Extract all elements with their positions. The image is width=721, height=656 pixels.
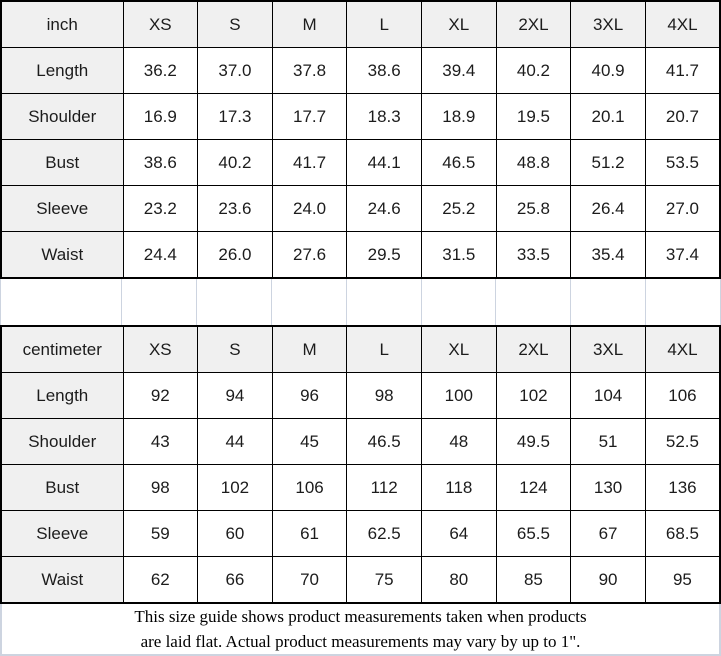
value-cell: 16.9	[123, 94, 198, 140]
value-cell: 38.6	[123, 140, 198, 186]
value-cell: 64	[422, 511, 497, 557]
size-header-cell: S	[198, 1, 273, 48]
measure-label-cell: Bust	[1, 465, 123, 511]
value-cell: 27.6	[272, 232, 347, 279]
value-cell: 17.3	[198, 94, 273, 140]
value-cell: 51.2	[571, 140, 646, 186]
value-cell: 62.5	[347, 511, 422, 557]
value-cell: 24.0	[272, 186, 347, 232]
value-cell: 130	[571, 465, 646, 511]
value-cell: 75	[347, 557, 422, 604]
value-cell: 37.0	[198, 48, 273, 94]
size-header-cell: XL	[422, 1, 497, 48]
footnote	[0, 604, 721, 656]
value-cell: 98	[347, 373, 422, 419]
value-cell: 106	[272, 465, 347, 511]
value-cell: 52.5	[645, 419, 720, 465]
measure-label-cell: Shoulder	[1, 419, 123, 465]
value-cell: 100	[422, 373, 497, 419]
measure-label-cell: Sleeve	[1, 511, 123, 557]
value-cell: 118	[422, 465, 497, 511]
size-header-cell: 2XL	[496, 1, 571, 48]
value-cell: 25.8	[496, 186, 571, 232]
value-cell: 65.5	[496, 511, 571, 557]
spacer-cell	[122, 279, 197, 325]
value-cell: 40.9	[571, 48, 646, 94]
table-row	[1, 373, 720, 419]
value-cell: 46.5	[347, 419, 422, 465]
spacer-cell	[422, 279, 497, 325]
value-cell: 66	[198, 557, 273, 604]
table-row	[1, 48, 720, 94]
table-row	[1, 511, 720, 557]
value-cell: 20.7	[645, 94, 720, 140]
value-cell: 62	[123, 557, 198, 604]
header-row	[1, 1, 720, 48]
measure-label-cell: Waist	[1, 232, 123, 279]
size-header-cell: L	[347, 326, 422, 373]
value-cell: 70	[272, 557, 347, 604]
table-row	[1, 419, 720, 465]
value-cell: 51	[571, 419, 646, 465]
value-cell: 18.9	[422, 94, 497, 140]
size-header-cell: 3XL	[571, 1, 646, 48]
value-cell: 45	[272, 419, 347, 465]
table-row	[1, 94, 720, 140]
value-cell: 61	[272, 511, 347, 557]
value-cell: 19.5	[496, 94, 571, 140]
spacer-cell	[646, 279, 721, 325]
header-row	[1, 326, 720, 373]
value-cell: 104	[571, 373, 646, 419]
measure-label-cell: Length	[1, 48, 123, 94]
value-cell: 95	[645, 557, 720, 604]
size-header-cell: XS	[123, 1, 198, 48]
table-row	[1, 140, 720, 186]
size-header-cell: XS	[123, 326, 198, 373]
size-header-cell: L	[347, 1, 422, 48]
value-cell: 41.7	[645, 48, 720, 94]
value-cell: 37.4	[645, 232, 720, 279]
spacer-cell	[496, 279, 571, 325]
measure-label-cell: Sleeve	[1, 186, 123, 232]
value-cell: 136	[645, 465, 720, 511]
value-cell: 24.6	[347, 186, 422, 232]
value-cell: 23.6	[198, 186, 273, 232]
value-cell: 44	[198, 419, 273, 465]
value-cell: 39.4	[422, 48, 497, 94]
value-cell: 44.1	[347, 140, 422, 186]
spacer-cell	[272, 279, 347, 325]
table-row	[1, 557, 720, 604]
footnote-line-1: This size guide shows product measurements taken when products	[134, 607, 587, 626]
value-cell: 43	[123, 419, 198, 465]
spacer-cell	[197, 279, 272, 325]
value-cell: 27.0	[645, 186, 720, 232]
value-cell: 112	[347, 465, 422, 511]
value-cell: 53.5	[645, 140, 720, 186]
value-cell: 98	[123, 465, 198, 511]
value-cell: 35.4	[571, 232, 646, 279]
measure-label-cell: Shoulder	[1, 94, 123, 140]
spacer-cell	[571, 279, 646, 325]
unit-header-cell: centimeter	[1, 326, 123, 373]
value-cell: 124	[496, 465, 571, 511]
table-row	[1, 465, 720, 511]
value-cell: 18.3	[347, 94, 422, 140]
measure-label-cell: Waist	[1, 557, 123, 604]
footnote-line-2: are laid flat. Actual product measurements may vary by up to 1".	[140, 632, 581, 651]
value-cell: 90	[571, 557, 646, 604]
value-cell: 25.2	[422, 186, 497, 232]
value-cell: 48.8	[496, 140, 571, 186]
value-cell: 20.1	[571, 94, 646, 140]
size-header-cell: 2XL	[496, 326, 571, 373]
value-cell: 29.5	[347, 232, 422, 279]
spacer-row	[0, 279, 721, 325]
value-cell: 80	[422, 557, 497, 604]
value-cell: 106	[645, 373, 720, 419]
value-cell: 102	[496, 373, 571, 419]
value-cell: 49.5	[496, 419, 571, 465]
value-cell: 26.0	[198, 232, 273, 279]
value-cell: 68.5	[645, 511, 720, 557]
value-cell: 67	[571, 511, 646, 557]
value-cell: 41.7	[272, 140, 347, 186]
value-cell: 33.5	[496, 232, 571, 279]
table-row	[1, 232, 720, 279]
size-header-cell: 3XL	[571, 326, 646, 373]
size-header-cell: 4XL	[645, 1, 720, 48]
value-cell: 46.5	[422, 140, 497, 186]
value-cell: 40.2	[198, 140, 273, 186]
value-cell: 23.2	[123, 186, 198, 232]
value-cell: 102	[198, 465, 273, 511]
value-cell: 85	[496, 557, 571, 604]
measure-label-cell: Length	[1, 373, 123, 419]
value-cell: 60	[198, 511, 273, 557]
size-table-centimeter	[0, 325, 721, 604]
value-cell: 92	[123, 373, 198, 419]
value-cell: 37.8	[272, 48, 347, 94]
size-table-inch	[0, 0, 721, 279]
unit-header-cell: inch	[1, 1, 123, 48]
spacer-cell	[0, 279, 122, 325]
size-header-cell: S	[198, 326, 273, 373]
value-cell: 38.6	[347, 48, 422, 94]
value-cell: 31.5	[422, 232, 497, 279]
size-header-cell: M	[272, 326, 347, 373]
value-cell: 48	[422, 419, 497, 465]
value-cell: 94	[198, 373, 273, 419]
value-cell: 36.2	[123, 48, 198, 94]
value-cell: 17.7	[272, 94, 347, 140]
measure-label-cell: Bust	[1, 140, 123, 186]
value-cell: 40.2	[496, 48, 571, 94]
value-cell: 26.4	[571, 186, 646, 232]
size-header-cell: 4XL	[645, 326, 720, 373]
spacer-cell	[347, 279, 422, 325]
table-row	[1, 186, 720, 232]
value-cell: 59	[123, 511, 198, 557]
size-header-cell: XL	[422, 326, 497, 373]
value-cell: 96	[272, 373, 347, 419]
value-cell: 24.4	[123, 232, 198, 279]
size-header-cell: M	[272, 1, 347, 48]
